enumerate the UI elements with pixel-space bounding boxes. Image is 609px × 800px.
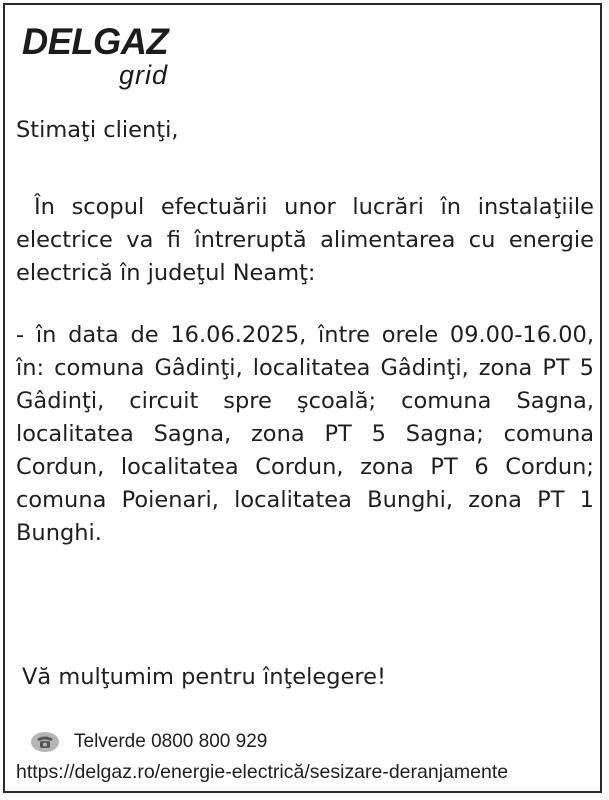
phone-icon [30, 731, 60, 753]
logo-brand: DELGAZ [22, 21, 169, 62]
outage-details: - în data de 16.06.2025, între orele 09.00-16.00, în: comuna Gâdinţi, localitatea Gâdinţi, zona PT 5 Gâdinţi, circuit spre şcoală; comuna Sagna, localitatea Sagna, zona PT 5 Sagna; comuna Cordun, localitatea Cordun, zona PT 6 Cordun; comuna Poienari, localitatea Bunghi, zona PT 1 Bunghi. [16, 322, 594, 546]
intro-paragraph: În scopul efectuării unor lucrări în instalaţiile electrice va fi întreruptă alimentarea cu energie electrică în judeţul Neamţ: [16, 194, 594, 286]
greeting: Stimaţi clienţi, [16, 117, 179, 143]
telverde-contact [30, 731, 267, 753]
delgaz-grid-logo [22, 20, 187, 90]
logo-sub: grid [119, 60, 169, 90]
thanks-line: Vă mulţumim pentru înţelegere! [22, 664, 386, 690]
telverde-number: Telverde 0800 800 929 [74, 731, 268, 752]
report-url[interactable]: https://delgaz.ro/energie-electrică/sesizare-deranjamente [16, 761, 509, 783]
